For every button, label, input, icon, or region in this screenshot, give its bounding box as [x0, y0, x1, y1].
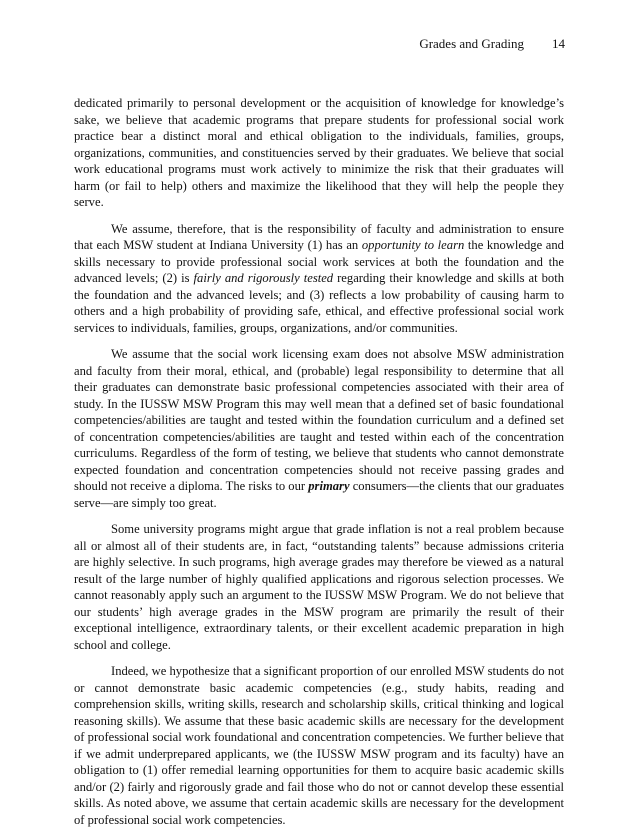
paragraph-p5: [74, 663, 564, 828]
text-run: consumers—the clients that our graduates serve—are simply too great.: [74, 479, 564, 510]
text-run: Indeed, we hypothesize that a significant proportion of our enrolled MSW students do not or cannot demonstrate basic academic competencies (e.g., study habits, reading and comprehension skills, writing skills, research and scholarship skills, critical thinking and logical reasoning skills). We assume that these basic academic skills are necessary for the development of professional social work foundational and concentration competencies. We further believe that if we admit underprepared applicants, we (the IUSSW MSW program and its faculty) have an obligation to (1) offer remedial learning opportunities for them to acquire basic academic skills and/or (2) fairly and rigorously grade and fail those who do not or cannot develop these essential skills. As noted above, we assume that certain academic skills are necessary for the development of professional social work competencies.: [74, 664, 564, 827]
paragraph-p3: [74, 346, 564, 511]
text-run: We assume, therefore, that is the responsibility of faculty and administration to ensure that each MSW student at Indiana University (1) has an: [74, 221, 564, 252]
paragraph-p2: [74, 221, 564, 337]
paragraph-p4: [74, 521, 564, 653]
running-header-title: Grades and Grading: [419, 36, 524, 51]
page-number: 14: [552, 36, 565, 51]
text-run: Some university programs might argue that grade inflation is not a real problem because all or almost all of their students are, in fact, “outstanding talents” because admissions criteria are highly selective. In such programs, high average grades may therefore be viewed as a natural result of the large number of highly qualified applications and rigorous selection processes. We cannot reasonably apply such an argument to the IUSSW MSW Program. We do not believe that our students’ high average grades in the MSW program are primarily the result of their exceptional intelligence, extraordinary talents, or their excellent academic preparation in high school and college.: [74, 522, 564, 652]
text-run: the knowledge and skills necessary to provide professional social work services at both the foundation and the advanced levels; (2) is: [74, 238, 564, 285]
running-header: [419, 36, 565, 52]
text-run: We assume that the social work licensing exam does not absolve MSW administration and faculty from their moral, ethical, and (probable) legal responsibility to determine that all their graduates can demonstrate basic professional competencies associated with their area of study. In the IUSSW MSW Program this may well mean that a defined set of basic foundational competencies/abilities are taught and tested within the foundation curriculum and a defined set of concentration competencies/abilities are taught and tested within each of the concentration curriculums. Regardless of the form of testing, we believe that students who cannot demonstrate expected foundation and concentration competencies should not receive passing grades and should not receive a diploma. The risks to our: [74, 347, 564, 493]
emphasis-bold-italic: primary: [308, 479, 350, 493]
paragraph-p1: [74, 95, 564, 211]
emphasis-italic: fairly and rigorously tested: [193, 271, 334, 285]
emphasis-italic: opportunity to learn: [361, 238, 465, 252]
text-run: regarding their knowledge and skills at both the foundation and the advanced levels; and (3) reflects a low probability of causing harm to others and a high probability of providing safe, ethical, and effective professional social work services to individuals, families, groups, organizations, and/or communities.: [74, 271, 564, 335]
text-run: dedicated primarily to personal development or the acquisition of knowledge for knowledge’s sake, we believe that academic programs that prepare students for professional social work practice bear a distinct moral and ethical obligation to the individuals, families, groups, organizations, communities, and constituencies served by their graduates. We believe that social work educational programs must work actively to minimize the risk that their graduates will harm (or fail to help) others and maximize the likelihood that they will help the people they serve.: [74, 96, 564, 209]
body-text: [74, 95, 564, 838]
